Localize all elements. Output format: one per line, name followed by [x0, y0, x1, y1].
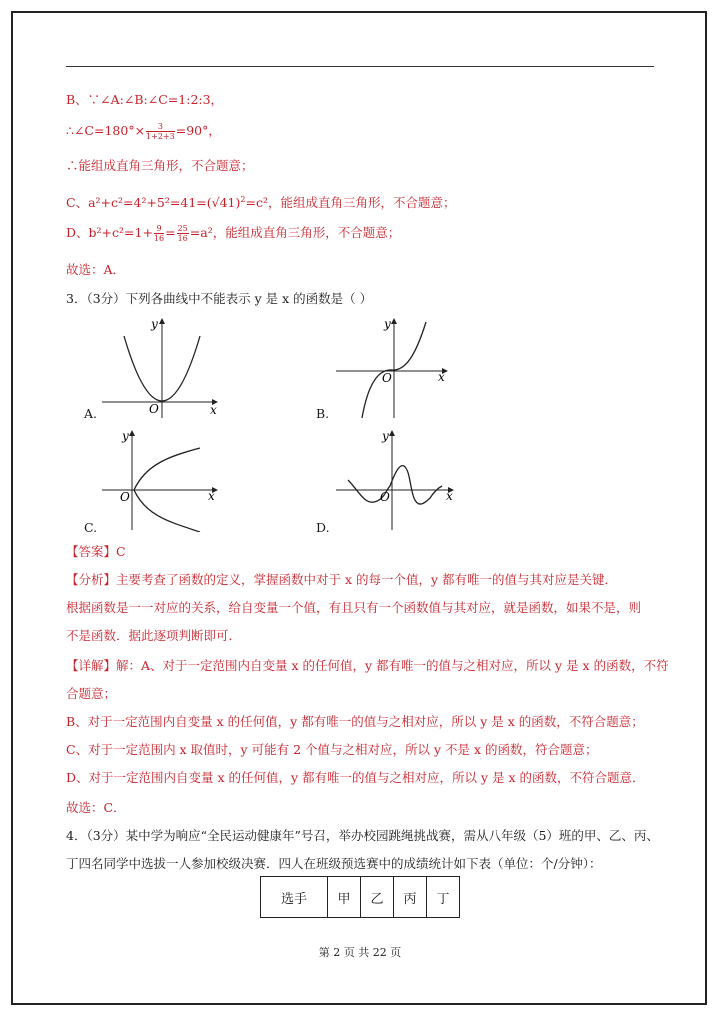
- fraction-numerator: 3: [146, 122, 175, 132]
- graph-b: [334, 314, 454, 420]
- fraction-numerator: 25: [177, 224, 188, 233]
- graph-c: [100, 428, 225, 532]
- solution-line-c: [66, 122, 221, 141]
- table-header-cell: 选手: [261, 877, 328, 918]
- solution-text: ∴∠C=180°×: [66, 123, 146, 138]
- fraction: [146, 122, 175, 141]
- detail-line-4: C、对于一定范围内 x 取值时，y 可能有 2 个值与之相对应，所以 y 不是 x 的函数，符合题意；: [66, 742, 598, 757]
- y-axis-arrow: [159, 318, 165, 324]
- question-4-stem-2: 丁四名同学中选拔一人参加校级决赛．四人在班级预选赛中的成绩统计如下表（单位：个/分钟）：: [66, 856, 602, 871]
- solution-choice: 故选：A．: [66, 262, 126, 277]
- origin-label: O: [120, 490, 130, 504]
- detail-line-5: D、对于一定范围内自变量 x 的任何值，y 都有唯一的值与之相对应，所以 y 是 x 的函数，不符合题意．: [66, 770, 645, 785]
- y-axis-arrow: [129, 430, 135, 436]
- solution-text: =c²，能组成直角三角形，不合题意；: [245, 195, 456, 211]
- question-3-stem: 3．（3分）下列各曲线中不能表示 y 是 x 的函数是（ ）: [66, 291, 373, 306]
- fraction-denominator: 16: [153, 234, 165, 243]
- table-header-cell: 乙: [361, 877, 394, 918]
- y-axis-arrow: [391, 318, 397, 324]
- analysis-line-3: 不是函数．据此逐项判断即可．: [66, 628, 242, 643]
- option-b-label: B.: [316, 406, 330, 421]
- wave-curve: [348, 466, 442, 504]
- fraction: [154, 224, 164, 243]
- answer: 【答案】C: [66, 544, 126, 559]
- analysis-line-1: 【分析】主要考查了函数的定义，掌握函数中对于 x 的每一个值，y 都有唯一的值与其对应是关键．: [66, 572, 618, 587]
- solution-text: D、b²+c²=1+: [66, 225, 153, 240]
- solution-line-e: [66, 192, 455, 211]
- y-label: y: [151, 317, 158, 331]
- x-label: x: [208, 489, 215, 503]
- fraction-denominator: 1+2+3: [146, 132, 175, 141]
- page-footer: 第 2 页 共 22 页: [318, 946, 402, 959]
- solution-text: C、a²+c²=4²+5²=41=(√41): [66, 195, 241, 211]
- fraction-denominator: 16: [177, 234, 188, 243]
- y-label: y: [122, 429, 129, 443]
- score-table: [260, 876, 460, 918]
- option-a-label: A.: [84, 406, 98, 421]
- detail-line-2: 合题意；: [66, 686, 117, 701]
- header-rule: [66, 66, 654, 67]
- option-c-label: C.: [84, 520, 98, 535]
- detail-line-1: 【详解】解：A、对于一定范围内自变量 x 的任何值，y 都有唯一的值与之相对应，所以 y 是 x 的函数，不符: [66, 658, 669, 673]
- solution-text: =90°，: [175, 123, 221, 138]
- x-label: x: [446, 489, 453, 503]
- origin-label: O: [382, 371, 392, 385]
- graph-a: [100, 316, 225, 420]
- solution-line-d: ∴能组成直角三角形，不合题意；: [66, 158, 254, 173]
- question-4-stem-1: 4．（3分）某中学为响应“全民运动健康年”号召，举办校园跳绳挑战赛，需从八年级（5）班的甲、乙、丙、: [66, 828, 659, 843]
- x-label: x: [210, 403, 217, 417]
- graph-d: [334, 428, 459, 532]
- x-label: x: [438, 370, 445, 384]
- detail-choice: 故选：C．: [66, 800, 126, 815]
- analysis-line-2: 根据函数是一一对应的关系，给自变量一个值，有且只有一个函数值与其对应，就是函数，如果不是，则: [66, 600, 642, 615]
- detail-line-3: B、对于一定范围内自变量 x 的任何值，y 都有唯一的值与之相对应，所以 y 是 x 的函数，不符合题意；: [66, 714, 644, 729]
- solution-text: =: [165, 225, 176, 240]
- table-header-cell: 丁: [427, 877, 460, 918]
- solution-line-f: [66, 224, 400, 243]
- solution-line-b: B、∵∠A:∠B:∠C=1:2:3，: [66, 92, 224, 107]
- fraction: [177, 224, 189, 243]
- solution-text: =a²，能组成直角三角形，不合题意；: [189, 225, 401, 240]
- table-header-cell: 甲: [328, 877, 361, 918]
- table-row: [261, 877, 460, 918]
- y-label: y: [384, 317, 391, 331]
- option-d-label: D.: [316, 520, 330, 535]
- fraction-numerator: 9: [154, 224, 164, 234]
- y-axis-arrow: [389, 430, 395, 436]
- exponent: 2: [240, 195, 246, 204]
- y-label: y: [382, 429, 389, 443]
- origin-label: O: [380, 490, 390, 504]
- origin-label: O: [149, 402, 159, 416]
- table-header-cell: 丙: [394, 877, 427, 918]
